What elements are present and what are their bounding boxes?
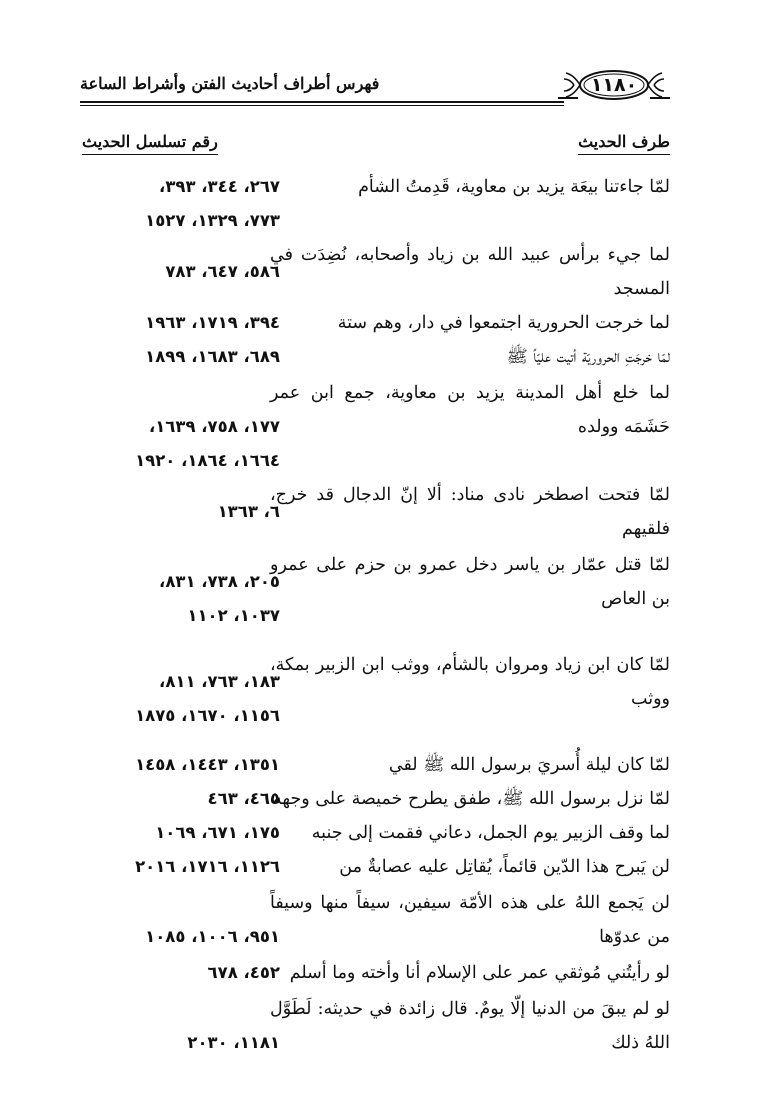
hadith-refs [80, 956, 280, 990]
header-rule [80, 105, 564, 106]
header-rule [80, 101, 564, 103]
hadith-refs [80, 782, 280, 816]
column-heading-numbers: رقم تسلسل الحديث [82, 132, 218, 155]
hadith-incipit: لن يَبرح هذا الدّين قائماً، يُقاتِل عليه عصابةٌ من [339, 857, 670, 877]
hadith-refs [80, 850, 280, 884]
ref-line: ١٦٦٤، ١٨٦٤، ١٩٢٠ [135, 451, 280, 470]
hadith-refs [80, 665, 280, 733]
column-heading-hadith: طرف الحديث [578, 132, 670, 155]
hadith-incipit: لمّا قتل عمّار بن ياسر دخل عمرو بن حزم على عمرو بن العاص [270, 555, 670, 609]
hadith-refs [80, 748, 280, 782]
ref-line: ١٧٧، ٧٥٨، ١٦٣٩، [148, 417, 280, 436]
ref-line: ٢٦٧، ٣٤٤، ٣٩٣، [159, 177, 280, 196]
hadith-incipit: لن يَجمع اللهُ على هذه الأمّة سيفين، سيفاً منها وسيفاً من عدوّها [270, 893, 670, 947]
ref-line: ٤٥٢، ٦٧٨ [207, 963, 280, 982]
hadith-incipit: لمّا خرجَتِ الحروريّة أتيت عليّاً ﷺ [506, 347, 670, 367]
hadith-incipit: لمّا كان ابن زياد ومروان بالشأم، ووثب ابن الزبير بمكة، ووثب [270, 655, 670, 709]
ref-line: ١٣٥١، ١٤٤٣، ١٤٥٨ [135, 755, 280, 774]
ref-line: ٦٨٩، ١٦٨٣، ١٨٩٩ [145, 347, 280, 366]
hadith-refs [80, 565, 280, 633]
hadith-refs [80, 920, 280, 954]
hadith-incipit: لو رأيتُني مُوثقي عمر على الإسلام أنا وأخته وما أسلم [289, 963, 670, 983]
ref-line: ٢٠٥، ٧٣٨، ٨٣١، [159, 572, 280, 591]
ref-line: ١٨٣، ٧٦٣، ٨١١، [159, 672, 280, 691]
hadith-refs [80, 1026, 280, 1060]
ref-line: ١١٢٦، ١٧١٦، ٢٠١٦ [135, 857, 280, 876]
hadith-refs [80, 340, 280, 374]
hadith-incipit: لما جيء برأس عبيد الله بن زياد وأصحابه، نُضِدَت في المسجد [270, 245, 670, 299]
hadith-refs [80, 816, 280, 850]
hadith-incipit: لما خرجت الحرورية اجتمعوا في دار، وهم ستة [337, 313, 670, 333]
ref-line: ٤٦٥، ٤٦٣ [207, 789, 280, 808]
ref-line: ٦، ١٣٦٣ [217, 502, 280, 521]
hadith-refs [80, 410, 280, 478]
page-number: ١١٨٠ [590, 74, 638, 96]
hadith-incipit: لما وقف الزبير يوم الجمل، دعاني فقمت إلى جنبه [311, 823, 670, 843]
running-header [80, 64, 670, 110]
hadith-refs [80, 255, 280, 289]
hadith-refs [80, 306, 280, 340]
ref-line: ٧٧٣، ١٣٢٩، ١٥٢٧ [145, 211, 280, 230]
ref-line: ١٧٥، ٦٧١، ١٠٦٩ [155, 823, 280, 842]
hadith-incipit: لمّا كان ليلة أُسريَ برسول الله ﷺ لقي [388, 755, 670, 775]
hadith-incipit: لما خلع أهل المدينة يزيد بن معاوية، جمع ابن عمر حَشَمَه وولده [270, 383, 670, 437]
ref-line: ١٠٣٧، ١١٠٢ [187, 606, 280, 625]
ref-line: ١١٨١، ٢٠٣٠ [187, 1033, 280, 1052]
hadith-incipit: لمّا فتحت اصطخر نادى مناد: ألا إنّ الدجال قد خرج، فلقيهم [270, 485, 670, 539]
hadith-refs [80, 170, 280, 238]
ref-line: ٥٨٦، ٦٤٧، ٧٨٣ [165, 262, 280, 281]
hadith-refs [80, 495, 280, 529]
hadith-incipit: لو لم يبقَ من الدنيا إلّا يومٌ. قال زائدة في حديثه: لَطَوَّل اللهُ ذلك [270, 999, 670, 1053]
hadith-incipit: لمّا نزل برسول الله ﷺ، طفق يطرح خميصة على وجهه [272, 789, 670, 809]
ref-line: ٣٩٤، ١٧١٩، ١٩٦٣ [145, 313, 280, 332]
page-number-badge [558, 68, 670, 102]
running-title: فهرس أطراف أحاديث الفتن وأشراط الساعة [80, 74, 380, 93]
ref-line: ٩٥١، ١٠٠٦، ١٠٨٥ [145, 927, 280, 946]
hadith-incipit: لمّا جاءتنا بيعَة يزيد بن معاوية، قَدِمتُ الشأم [358, 177, 670, 197]
ref-line: ١١٥٦، ١٦٧٠، ١٨٧٥ [135, 706, 280, 725]
